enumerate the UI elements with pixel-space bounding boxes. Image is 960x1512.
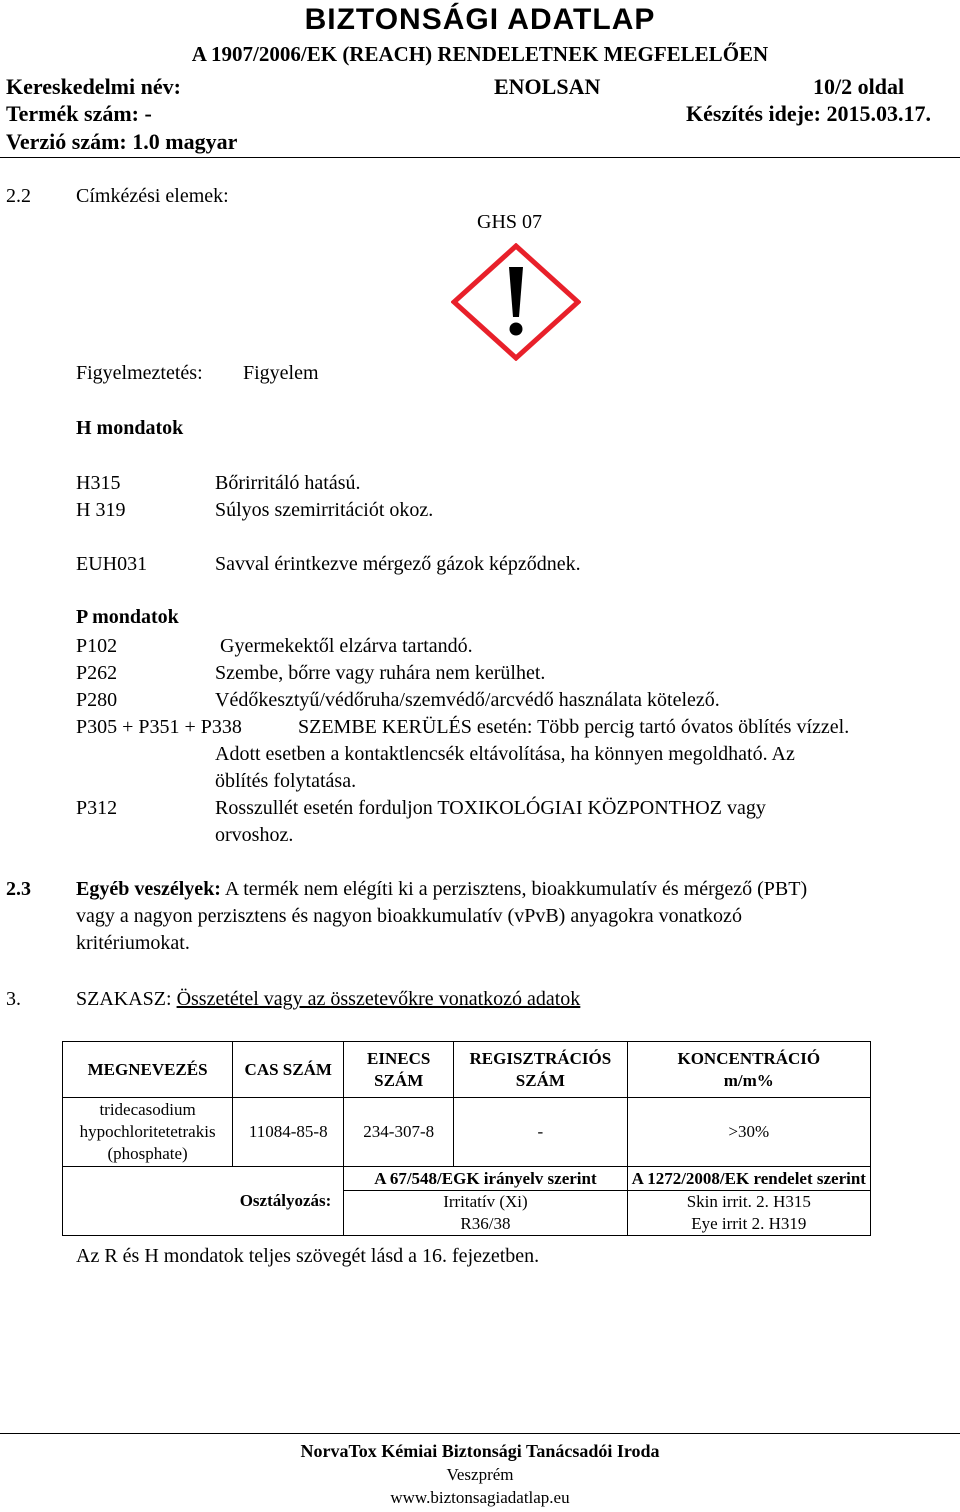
- trade-name-label: Kereskedelmi név:: [6, 74, 181, 99]
- footer-city: Veszprém: [446, 1465, 514, 1484]
- regulation-value: Eye irrit 2. H319: [691, 1214, 807, 1233]
- directive-values: [344, 1191, 627, 1236]
- footer-website: www.biztonsagiadatlap.eu: [390, 1488, 570, 1507]
- table-header-row: [63, 1042, 871, 1098]
- p-statement-text: Szembe, bőrre vagy ruhára nem kerülhet.: [215, 662, 546, 684]
- signal-word-label: Figyelmeztetés:: [76, 362, 203, 384]
- footer-organization: NorvaTox Kémiai Biztonsági Tanácsadói Iroda: [300, 1441, 660, 1461]
- section-2-2-number: 2.2: [6, 185, 31, 207]
- p-statement-code: P102: [76, 635, 118, 657]
- composition-table: [62, 1041, 871, 1236]
- section-3-number: 3.: [6, 988, 21, 1010]
- substance-name-cell: [63, 1098, 233, 1167]
- header-name: MEGNEVEZÉS: [63, 1042, 233, 1098]
- section-3-title: Összetétel vagy az összetevőkre vonatkozó adatok: [176, 988, 581, 1010]
- p-statement-text: Védőkesztyű/védőruha/szemvédő/arcvédő használata kötelező.: [215, 689, 720, 711]
- directive-value: Irritatív (Xi): [443, 1192, 528, 1211]
- p-statement-code: P305 + P351 + P338: [76, 716, 242, 738]
- section-3-heading: [76, 986, 580, 1013]
- p-statement-code: P262: [76, 662, 118, 684]
- substance-name: hypochloritetetrakis: [79, 1122, 216, 1141]
- p-statement-text: Gyermekektől elzárva tartandó.: [220, 635, 473, 657]
- einecs-number: 234-307-8: [344, 1098, 454, 1167]
- p-statements-title: P mondatok: [76, 606, 179, 628]
- product-number: Termék szám: -: [6, 101, 152, 126]
- creation-date: Készítés ideje: 2015.03.17.: [686, 101, 931, 126]
- directive-value: R36/38: [460, 1214, 511, 1233]
- p-statement-continuation: öblítés folytatása.: [215, 770, 357, 792]
- substance-name: (phosphate): [107, 1144, 188, 1163]
- h-statement-code: H315: [76, 472, 121, 494]
- trade-name-value: ENOLSAN: [494, 74, 601, 99]
- other-hazards-line: [76, 876, 807, 903]
- ghs07-pictogram: [451, 243, 581, 361]
- signal-word-value: Figyelem: [243, 362, 319, 384]
- regulation-header: A 1272/2008/EK rendelet szerint: [627, 1167, 870, 1191]
- p-statement-code: P280: [76, 689, 118, 711]
- section-2-3-number: 2.3: [6, 878, 31, 900]
- ghs-label: GHS 07: [477, 211, 543, 233]
- classification-label: Osztályozás:: [63, 1167, 344, 1236]
- h-statement-text: Súlyos szemirritációt okoz.: [215, 499, 434, 521]
- h-statement-code: EUH031: [76, 553, 148, 575]
- classification-header-row: [63, 1167, 871, 1191]
- p-statement-continuation: Adott esetben a kontaktlencsék eltávolítása, ha könnyen megoldható. Az: [215, 743, 795, 765]
- header-einecs: EINECS SZÁM: [344, 1042, 454, 1098]
- h-statements-title: H mondatok: [76, 417, 184, 439]
- header-registration: REGISZTRÁCIÓS SZÁM: [454, 1042, 627, 1098]
- header-cas: CAS SZÁM: [233, 1042, 344, 1098]
- registration-number: -: [454, 1098, 627, 1167]
- other-hazards-text: A termék nem elégíti ki a perzisztens, bioakkumulatív és mérgező (PBT): [224, 878, 808, 900]
- h-statement-code: H 319: [76, 499, 126, 521]
- footer-divider: [0, 1433, 960, 1434]
- section-3-prefix: SZAKASZ:: [76, 988, 172, 1010]
- h-statement-text: Bőrirritáló hatású.: [215, 472, 361, 494]
- regulation-subtitle: A 1907/2006/EK (REACH) RENDELETNEK MEGFELELŐEN: [191, 42, 769, 66]
- header-concentration: KONCENTRÁCIÓ m/m%: [627, 1042, 870, 1098]
- p-statement-code: P312: [76, 797, 118, 819]
- p-statement-text: Rosszullét esetén forduljon TOXIKOLÓGIAI KÖZPONTHOZ vagy: [215, 797, 766, 819]
- regulation-values: [627, 1191, 870, 1236]
- header-divider: [0, 157, 960, 158]
- version-number: Verzió szám: 1.0 magyar: [6, 129, 238, 154]
- substance-name: tridecasodium: [99, 1100, 196, 1119]
- section-2-2-title: Címkézési elemek:: [76, 185, 229, 207]
- page-number: 10/2 oldal: [813, 74, 905, 99]
- document-title: BIZTONSÁGI ADATLAP: [304, 3, 656, 36]
- p-statement-continuation: orvoshoz.: [215, 824, 294, 846]
- p-statement-text: SZEMBE KERÜLÉS esetén: Több percig tartó óvatos öblítés vízzel.: [298, 716, 850, 738]
- directive-header: A 67/548/EGK irányelv szerint: [344, 1167, 627, 1191]
- regulation-value: Skin irrit. 2. H315: [686, 1192, 811, 1211]
- r-h-statements-note: Az R és H mondatok teljes szövegét lásd a 16. fejezetben.: [76, 1245, 540, 1267]
- h-statement-text: Savval érintkezve mérgező gázok képződnek.: [215, 553, 581, 575]
- cas-number: 11084-85-8: [233, 1098, 344, 1167]
- table-row: [63, 1098, 871, 1167]
- other-hazards-label: Egyéb veszélyek:: [76, 878, 221, 900]
- concentration-value: >30%: [627, 1098, 870, 1167]
- other-hazards-text: kritériumokat.: [76, 932, 190, 954]
- other-hazards-text: vagy a nagyon perzisztens és nagyon bioakkumulatív (vPvB) anyagokra vonatkozó: [76, 905, 742, 927]
